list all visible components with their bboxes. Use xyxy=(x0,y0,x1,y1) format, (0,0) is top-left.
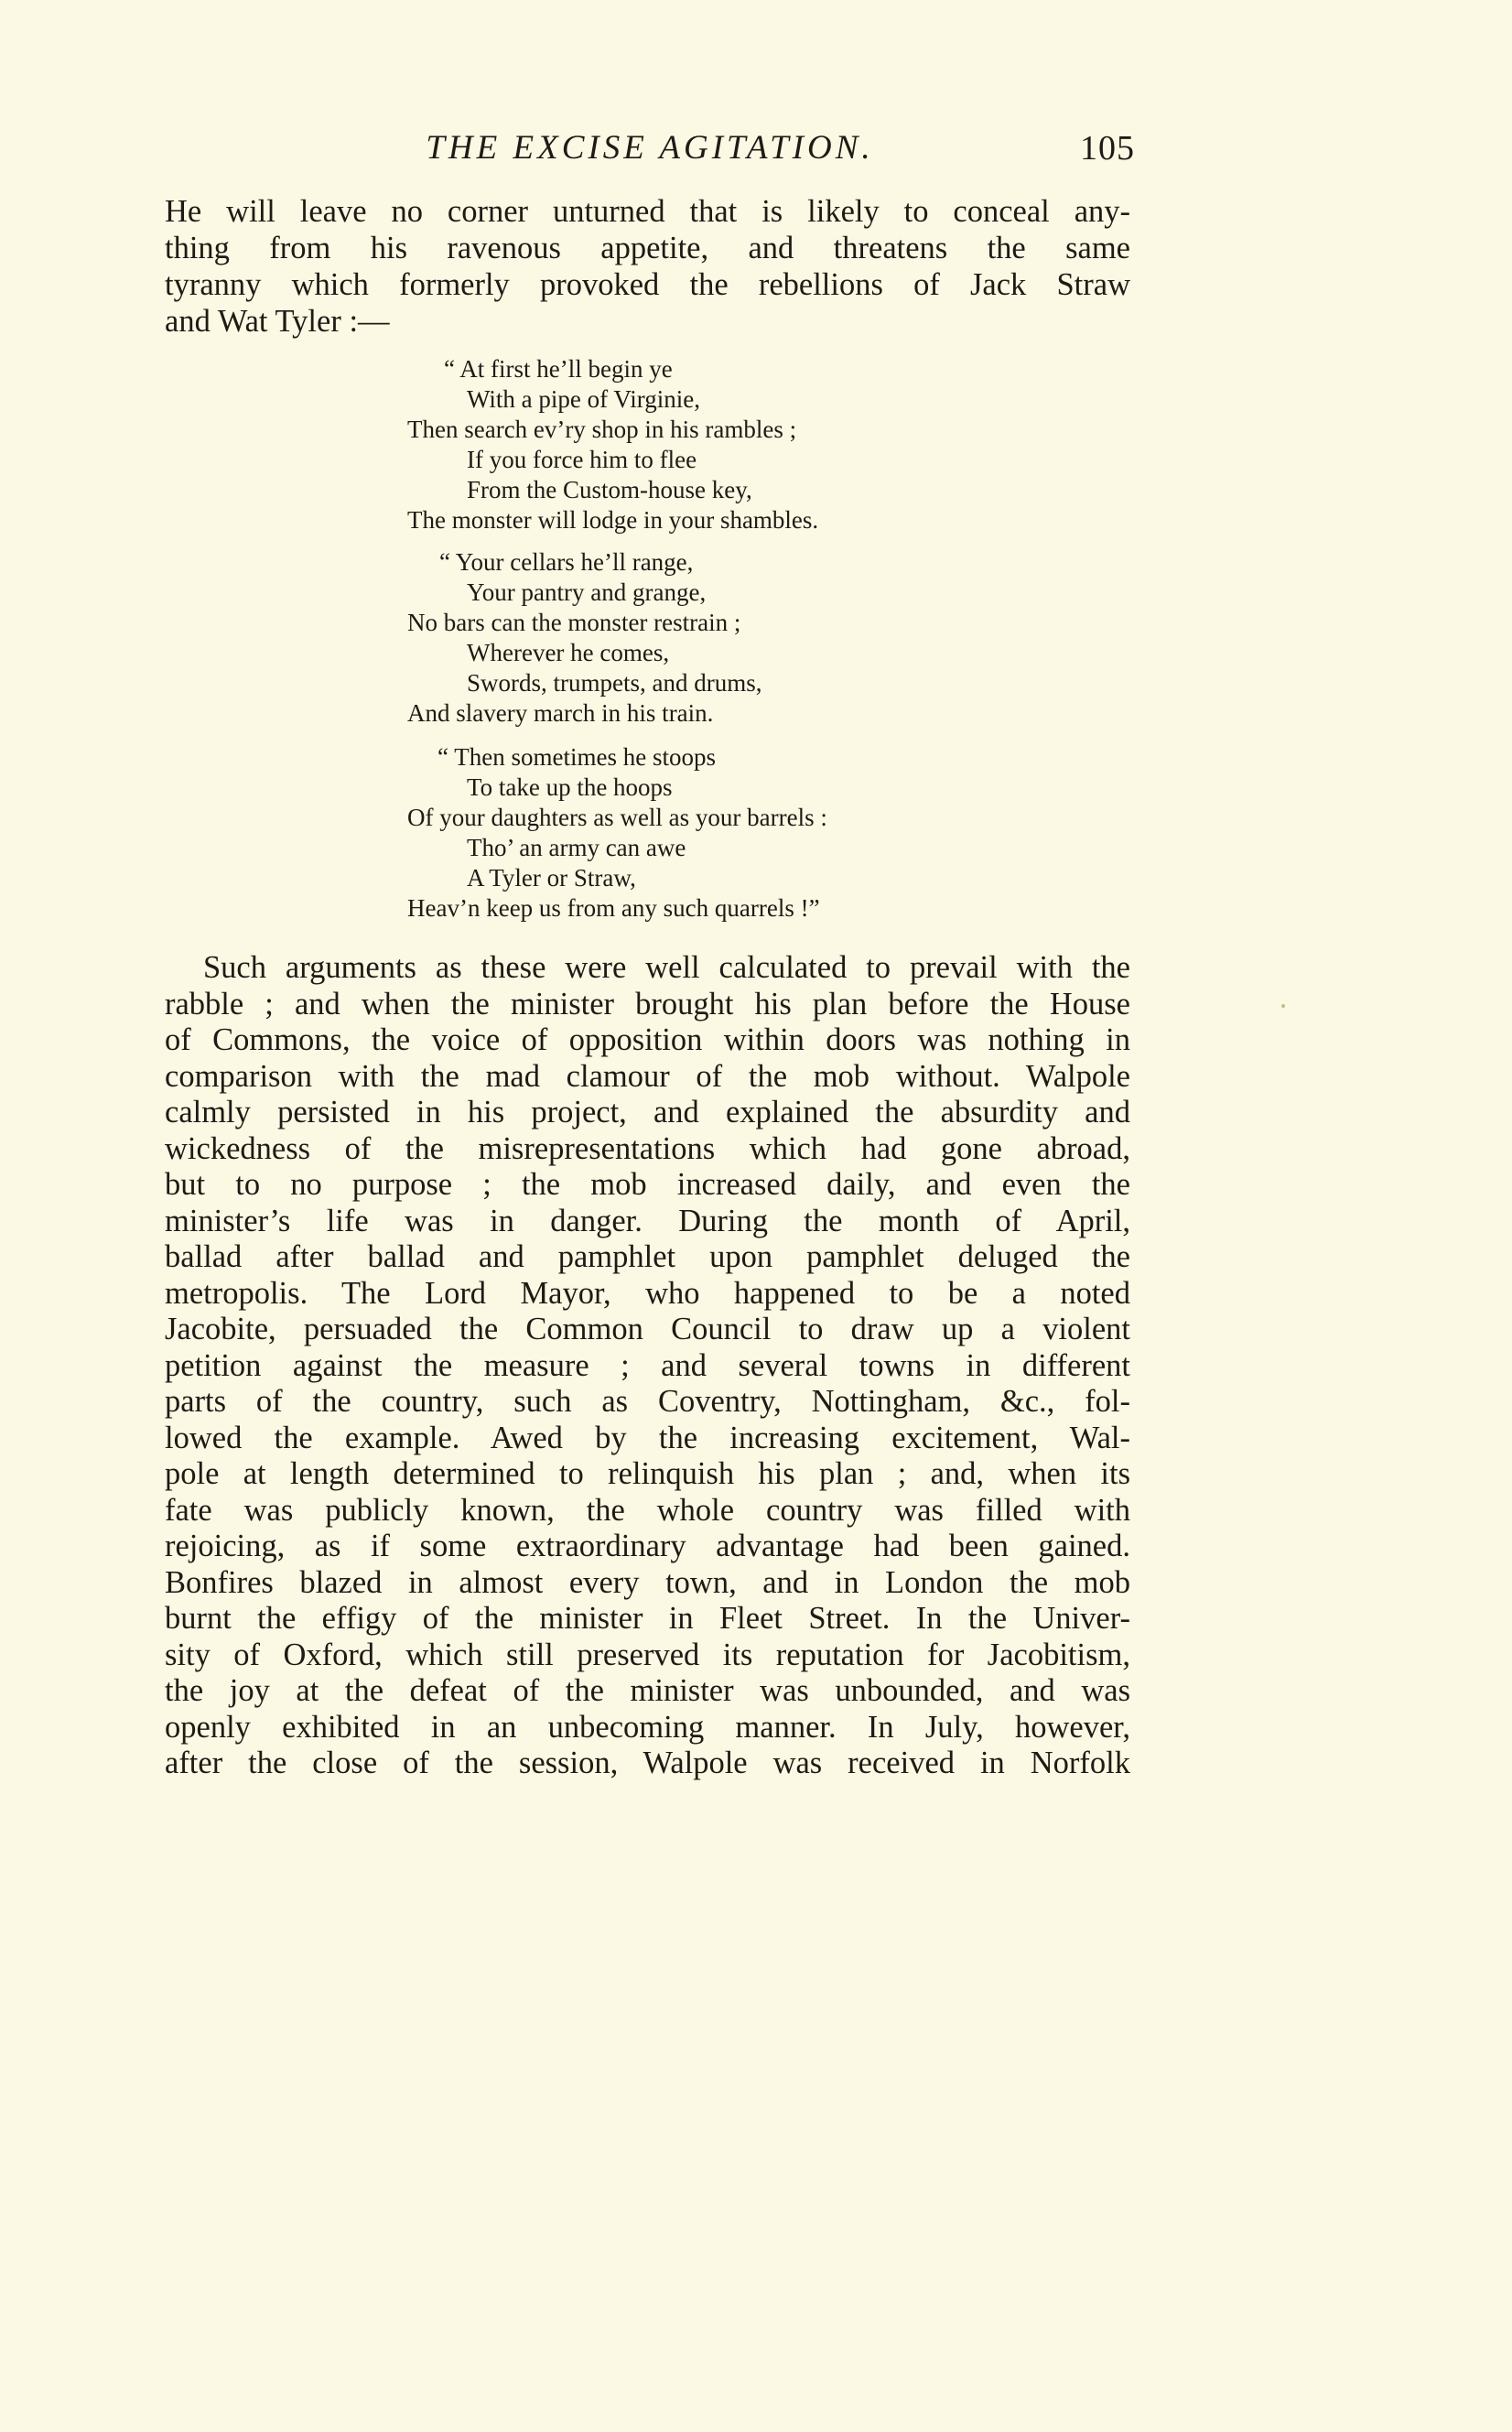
body-line: rejoicing, as if some extraordinary advantage had been gained. xyxy=(165,1529,1130,1563)
verse-line: Tho’ an army can awe xyxy=(467,834,686,861)
body-line: ballad after ballad and pamphlet upon pamphlet deluged the xyxy=(165,1239,1130,1274)
verse-line: Heav’n keep us from any such quarrels !” xyxy=(407,894,820,922)
body-line: of Commons, the voice of opposition within doors was nothing in xyxy=(165,1022,1130,1057)
body-line: wickedness of the misrepresentations which had gone abroad, xyxy=(165,1131,1130,1166)
verse-line: “ Then sometimes he stoops xyxy=(437,743,716,771)
verse-line: Wherever he comes, xyxy=(467,639,670,666)
verse-line: Of your daughters as well as your barrels : xyxy=(407,804,827,831)
body-line: Jacobite, persuaded the Common Council to draw up a violent xyxy=(165,1312,1130,1346)
page-header xyxy=(165,128,1135,174)
body-line: parts of the country, such as Coventry, Nottingham, &c., fol- xyxy=(165,1384,1130,1419)
running-title: THE EXCISE AGITATION. xyxy=(426,129,874,167)
verse-line: To take up the hoops xyxy=(467,773,673,801)
verse-line: No bars can the monster restrain ; xyxy=(407,609,741,636)
intro-line: tyranny which formerly provoked the rebellions of Jack Straw xyxy=(165,267,1130,302)
verse-line: The monster will lodge in your shambles. xyxy=(407,506,819,534)
body-line: after the close of the session, Walpole was received in Norfolk xyxy=(165,1746,1130,1780)
body-line: but to no purpose ; the mob increased daily, and even the xyxy=(165,1167,1130,1202)
verse-line: And slavery march in his train. xyxy=(407,699,714,727)
body-line: the joy at the defeat of the minister was unbounded, and was xyxy=(165,1673,1130,1708)
intro-line: and Wat Tyler :— xyxy=(165,304,390,339)
body-line: openly exhibited in an unbecoming manner. In July, however, xyxy=(165,1710,1130,1745)
body-line: rabble ; and when the minister brought his plan before the House xyxy=(165,987,1130,1021)
verse-line: “ At first he’ll begin ye xyxy=(444,355,673,383)
verse-line: Swords, trumpets, and drums, xyxy=(467,669,762,697)
intro-line: thing from his ravenous appetite, and threatens the same xyxy=(165,231,1130,265)
verse-line: Then search ev’ry shop in his rambles ; xyxy=(407,416,797,443)
body-line: Bonfires blazed in almost every town, and in London the mob xyxy=(165,1565,1130,1600)
verse-line: Your pantry and grange, xyxy=(467,578,707,606)
body-line: sity of Oxford, which still preserved its reputation for Jacobitism, xyxy=(165,1638,1130,1672)
body-line: fate was publicly known, the whole country was filled with xyxy=(165,1493,1130,1528)
body-line: minister’s life was in danger. During the month of April, xyxy=(165,1204,1130,1238)
body-line: calmly persisted in his project, and explained the absurdity and xyxy=(165,1095,1130,1130)
verse-line: If you force him to flee xyxy=(467,446,697,473)
body-line: lowed the example. Awed by the increasing excitement, Wal- xyxy=(165,1421,1130,1455)
paper-speck xyxy=(1281,1004,1285,1008)
intro-line: He will leave no corner unturned that is likely to conceal any- xyxy=(165,194,1130,229)
body-line: metropolis. The Lord Mayor, who happened to be a noted xyxy=(165,1276,1130,1311)
body-line: comparison with the mad clamour of the mob without. Walpole xyxy=(165,1059,1130,1094)
body-line: pole at length determined to relinquish his plan ; and, when its xyxy=(165,1456,1130,1491)
verse-line: With a pipe of Virginie, xyxy=(467,385,700,413)
verse-line: From the Custom-house key, xyxy=(467,476,752,503)
page-number: 105 xyxy=(1080,129,1135,168)
verse-line: “ Your cellars he’ll range, xyxy=(439,548,694,576)
body-line: Such arguments as these were well calculated to prevail with the xyxy=(203,950,1130,985)
body-line: petition against the measure ; and several towns in different xyxy=(165,1348,1130,1383)
verse-line: A Tyler or Straw, xyxy=(467,864,636,892)
body-line: burnt the effigy of the minister in Fleet Street. In the Univer- xyxy=(165,1601,1130,1636)
